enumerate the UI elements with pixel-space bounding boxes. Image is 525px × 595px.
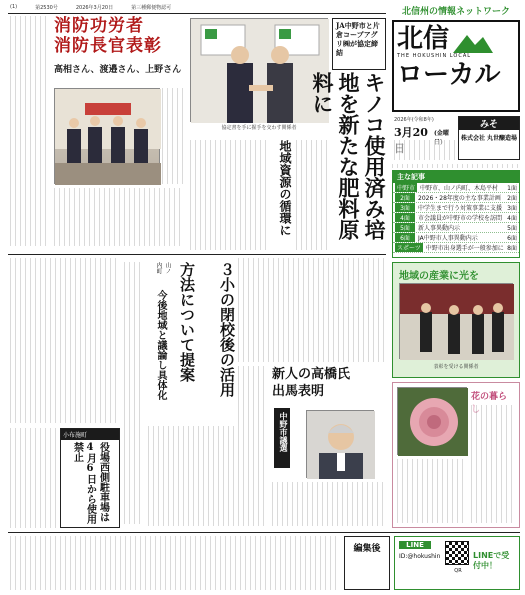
fire-photo-caption [162, 88, 184, 184]
qr-label: QR [454, 568, 462, 574]
closure-subheadline: 今後地域と議論し具体化 [155, 290, 166, 400]
sponsor-box [458, 116, 520, 160]
publish-day: 3月20 [394, 126, 428, 139]
ja-tag: JA中野市と片倉コープアグリ㈱が協定締結 [336, 21, 380, 57]
index-text: 市会議員が中野市の学校を訪問 [418, 215, 503, 222]
price-line [392, 164, 520, 168]
parking-headline: 役場西側駐車場は4月6日から使用禁止 [71, 442, 109, 524]
election-label: 中野市議選 [274, 408, 290, 468]
footer-rule [8, 532, 520, 533]
index-row[interactable] [393, 213, 519, 223]
closure-region: 山ノ内町 [155, 262, 171, 274]
issue-number: 第2530号 [35, 5, 58, 11]
election-body-left [238, 366, 268, 526]
index-text: 中学生まで行う対策事業に支援 [418, 205, 503, 212]
parking-body [10, 428, 56, 528]
line-badge: LINEで受付中！ [473, 551, 510, 570]
mountain-icon [453, 31, 493, 53]
index-row[interactable] [393, 223, 519, 233]
fire-article-body [54, 188, 184, 246]
issue-date: 2026年3月20日 [75, 5, 114, 11]
index-page: 2面 [507, 195, 517, 202]
flower-body [397, 459, 467, 523]
index-tag: 3面 [395, 203, 415, 212]
index-text: 中野市出身選手が一般参加に [425, 245, 504, 252]
fire-photo-illustration [55, 89, 161, 185]
feature-title: 地域の産業に光を [399, 271, 479, 282]
index-page: 3面 [507, 205, 517, 212]
fire-names: 高相さん、渡邉さん、上野さん [54, 65, 182, 75]
candidate-photo-illustration [307, 411, 375, 479]
index-tag: 中野市 [397, 185, 416, 192]
flower-body-right [471, 405, 515, 523]
rose-illustration [398, 388, 468, 456]
fire-headline-block [54, 16, 184, 86]
ja-photo-caption: 協定書を手に握手を交わす関係者 [221, 125, 297, 131]
index-row[interactable] [393, 183, 519, 193]
logo-sub: THE HOKUSHIN LOCAL [397, 53, 472, 59]
page-number: (1) [10, 4, 18, 10]
feature-caption: 表彰を受ける関係者 [433, 364, 479, 370]
feature-box [392, 262, 520, 378]
index-page: 5面 [507, 225, 517, 232]
sponsor-mark: みそ [459, 117, 519, 130]
index-box [392, 170, 520, 258]
fire-headline-line1: 消防功労者 [54, 16, 144, 36]
ja-body-left [190, 140, 268, 250]
index-tag: 2面 [395, 193, 415, 202]
index-list [393, 171, 519, 253]
parking-article [60, 428, 120, 528]
parking-region: 小布施町 [61, 429, 119, 440]
editor-column [10, 536, 340, 590]
ja-subheadline: 地域資源の循環に [278, 140, 292, 236]
index-page: 6面 [507, 235, 517, 242]
fire-photo [54, 88, 160, 184]
fire-article-body-left [10, 16, 50, 246]
closure-headline-1: ３小の閉校後の活用 [218, 262, 236, 397]
index-tag: 4面 [395, 213, 415, 222]
editor-label: 編集後 [353, 544, 381, 554]
network-title: 北信州の情報ネットワーク [401, 7, 510, 17]
election-headline-2: 出馬表明 [272, 384, 325, 399]
index-row[interactable] [393, 203, 519, 213]
index-row[interactable] [393, 243, 519, 253]
closure-headline-2: 方法について提案 [178, 262, 196, 382]
editor-label-box [344, 536, 390, 590]
logo-top: 北信 [397, 24, 450, 54]
ja-headline: キノコ使用済み培地を新たな肥料原料に [310, 72, 387, 240]
rose-photo [397, 387, 467, 455]
flower-box [392, 382, 520, 528]
closure-body-left [124, 262, 144, 524]
election-headline-block [272, 366, 384, 406]
index-text: JA中野市人事異動内示 [418, 235, 478, 242]
qr-code[interactable] [445, 541, 469, 574]
line-label: LINE [399, 541, 431, 549]
flower-title: 花の暮ら [471, 392, 508, 402]
left-lower-body [10, 258, 120, 423]
index-tag: 5面 [395, 223, 415, 232]
election-body [272, 482, 384, 526]
index-page: 8面 [507, 245, 517, 252]
masthead-logo [392, 20, 520, 112]
publisher-info [394, 140, 456, 160]
closure-body-right [238, 258, 384, 362]
line-id: ID:@hokushin [399, 553, 441, 560]
mid-rule [8, 254, 386, 255]
logo-bottom: ローカル [397, 60, 501, 90]
feature-photo-illustration [400, 284, 514, 360]
index-row[interactable] [393, 233, 519, 243]
closure-body-lower [148, 426, 234, 526]
index-page: 4面 [507, 215, 517, 222]
index-text: 新人事異動内示 [418, 225, 461, 232]
publish-day-wrap [394, 124, 454, 138]
index-row[interactable] [393, 193, 519, 203]
sponsor-name: 株式会社 丸世醸造場 [460, 135, 518, 142]
postal-permit: 第三種郵便物認可 [131, 5, 172, 11]
feature-photo [399, 283, 513, 359]
ja-photo [190, 18, 328, 122]
candidate-photo [306, 410, 374, 478]
index-text: 2026・28年度の主な事業計画 [418, 195, 501, 202]
ja-tag-box [332, 18, 386, 70]
top-rule [8, 13, 386, 14]
index-tag: 6面 [395, 233, 415, 242]
publish-year: 2026年(令和8年) [394, 117, 434, 123]
index-text: 中野市、山ノ内町、木島平村 [420, 185, 499, 192]
election-headline-1: 新人の高橋氏 [272, 367, 351, 382]
fire-headline-line2: 消防長官表彰 [54, 36, 162, 56]
index-page: 1面 [507, 185, 517, 192]
index-header: 主な記事 [393, 171, 519, 183]
index-tag: スポーツ [397, 245, 421, 252]
publish-weekday: (金曜 [433, 130, 449, 137]
line-box[interactable] [394, 536, 520, 590]
ja-body-right [296, 140, 330, 250]
